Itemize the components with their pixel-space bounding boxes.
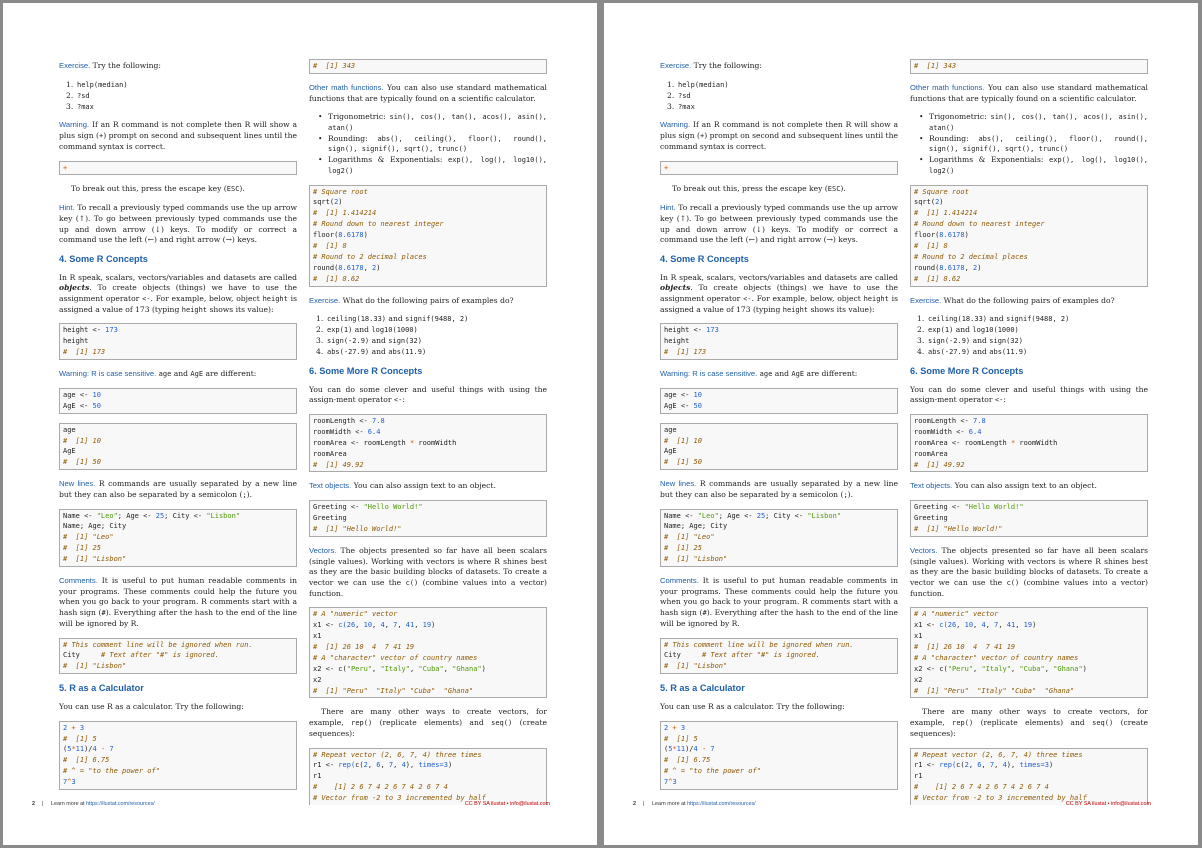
vectors-paragraph: Vectors. The objects presented so far have all been scalars (single values). Working with vectors is where R shines best as they are the basic building blocks of datasets. To create a vector we can use the c() (combine values into a vector) function. bbox=[309, 545, 548, 598]
new-lines-paragraph: New lines. R commands are usually separated by a new line but they can also be separated by a semicolon (;). bbox=[660, 479, 899, 499]
list-item: • Trigonometric: sin(), cos(), tan(), acos(), asin(), atan() bbox=[318, 112, 547, 132]
license-text: CC BY SA ilustat • info@ilustat.com bbox=[464, 801, 550, 807]
section-5-title: 5. R as a Calculator bbox=[660, 683, 745, 694]
more-vectors-paragraph: There are many other ways to create vectors, for example, rep() (replicate elements) and seq() (create sequences): bbox=[309, 707, 547, 738]
name-code-block: Name <- "Leo"; Age <- 25; City <- "Lisbon" Name; Age; City # [1] "Leo" # [1] 25 # [1] "Lisbon" bbox=[660, 509, 898, 567]
page-number: 2 bbox=[633, 801, 636, 807]
math-code-block: # Square root sqrt(2) # [1] 1.414214 # Round down to nearest integer floor(8.6178) # [1] 8 # Round to 2 decimal places round(8.6178, 2) # [1] 8.62 bbox=[309, 185, 547, 287]
resources-link[interactable]: https://ilustat.com/resources/ bbox=[687, 801, 756, 807]
power-result-code-block: # [1] 343 bbox=[910, 59, 1148, 74]
license-text: CC BY SA ilustat • info@ilustat.com bbox=[1065, 801, 1151, 807]
list-item: 3. sign(-2.9) and sign(32) bbox=[917, 336, 1023, 346]
list-item: 1. ceiling(18.33) and signif(9488, 2) bbox=[917, 314, 1070, 324]
section-4-paragraph: In R speak, scalars, vectors/variables and datasets are called objects. To create objects (things) we have to use the assignment operator <-. For example, below, object height is assigned a value of 173 (typing height shows its value): bbox=[660, 272, 898, 314]
exercise-1-list bbox=[59, 80, 297, 113]
exercise-1-intro: Exercise. Try the following: bbox=[59, 61, 161, 70]
list-item: 3. ?max bbox=[66, 101, 94, 111]
list-item: 1. help(median) bbox=[667, 79, 729, 89]
warning-paragraph: Warning. If an R command is not complete then R will show a plus sign (+) prompt on second and subsequent lines until the command syntax is correct. bbox=[660, 120, 898, 151]
rep-code-block: # Repeat vector (2, 6, 7, 4) three times r1 <- rep(c(2, 6, 7, 4), times=3) r1 # [1] 2 6 7 4 2 6 7 4 2 6 7 4 # Vector from -2 to 3 incremented by half bbox=[910, 748, 1148, 805]
hint-paragraph: Hint. To recall a previously typed commands use the up arrow key (↑). To go between previously typed commands use the up and down arrow (↓) keys. To modify or correct a command use the left (←) and right arrow (→) keys. bbox=[59, 203, 297, 245]
vectors-code-block: # A "numeric" vector x1 <- c(26, 10, 4, 7, 41, 19) x1 # [1] 26 10 4 7 41 19 # A "character" vector of country names x2 <- c("Peru", "Italy", "Cuba", "Ghana") x2 # [1] "Peru" "Italy" "Cuba" "Ghana" bbox=[910, 607, 1148, 698]
list-item: 2. exp(1) and log10(1000) bbox=[316, 325, 418, 335]
footer-separator: | bbox=[643, 801, 645, 807]
calculator-code-block: 2 + 3 # [1] 5 (5*11)/4 - 7 # [1] 6.75 # ^ = "to the power of" 7^3 bbox=[660, 721, 898, 790]
math-functions-list bbox=[309, 112, 547, 176]
warning-paragraph: Warning. If an R command is not complete then R will show a plus sign (+) prompt on second and subsequent lines until the command syntax is correct. bbox=[59, 120, 297, 151]
plus-code-block: + bbox=[660, 161, 898, 176]
list-item: • Logarithms & Exponentials: exp(), log(), log10(), log2() bbox=[919, 155, 1149, 175]
learn-more: Learn more at https://ilustat.com/resources/ bbox=[652, 801, 756, 807]
section-6-paragraph: You can do some clever and useful things with using the assign-ment operator <-: bbox=[309, 384, 547, 405]
power-result-code-block: # [1] 343 bbox=[309, 59, 547, 74]
list-item: 3. ?max bbox=[667, 101, 695, 111]
rep-code-block: # Repeat vector (2, 6, 7, 4) three times r1 <- rep(c(2, 6, 7, 4), times=3) r1 # [1] 2 6 7 4 2 6 7 4 2 6 7 4 # Vector from -2 to 3 incremented by half bbox=[309, 748, 547, 805]
list-item: 4. abs(-27.9) and abs(11.9) bbox=[917, 346, 1028, 356]
room-code-block: roomLength <- 7.8 roomWidth <- 6.4 roomArea <- roomLength * roomWidth roomArea # [1] 49.92 bbox=[910, 414, 1148, 472]
list-item: 2. ?sd bbox=[66, 90, 90, 100]
learn-more: Learn more at https://ilustat.com/resources/ bbox=[51, 801, 155, 807]
list-item: 2. exp(1) and log10(1000) bbox=[917, 325, 1019, 335]
greeting-code-block: Greeting <- "Hello World!" Greeting # [1] "Hello World!" bbox=[309, 500, 547, 537]
page-number: 2 bbox=[32, 801, 35, 807]
column-left bbox=[59, 61, 297, 799]
list-item: • Logarithms & Exponentials: exp(), log(), log10(), log2() bbox=[318, 155, 548, 175]
list-item: • Trigonometric: sin(), cos(), tan(), acos(), asin(), atan() bbox=[919, 112, 1148, 132]
calculator-code-block: 2 + 3 # [1] 5 (5*11)/4 - 7 # [1] 6.75 # ^ = "to the power of" 7^3 bbox=[59, 721, 297, 790]
plus-code-block: + bbox=[59, 161, 297, 176]
exercise-2-intro: Exercise. What do the following pairs of examples do? bbox=[309, 295, 514, 305]
section-5-paragraph: You can use R as a calculator. Try the following: bbox=[59, 701, 244, 711]
list-item: 3. sign(-2.9) and sign(32) bbox=[316, 336, 422, 346]
vectors-code-block: # A "numeric" vector x1 <- c(26, 10, 4, 7, 41, 19) x1 # [1] 26 10 4 7 41 19 # A "character" vector of country names x2 <- c("Peru", "Italy", "Cuba", "Ghana") x2 # [1] "Peru" "Italy" "Cuba" "Ghana" bbox=[309, 607, 547, 698]
section-5-paragraph: You can use R as a calculator. Try the following: bbox=[660, 701, 845, 711]
exercise-1-intro: Exercise. Try the following: bbox=[660, 61, 762, 70]
height-code-block: height <- 173 height # [1] 173 bbox=[660, 323, 898, 360]
list-item: 4. abs(-27.9) and abs(11.9) bbox=[316, 346, 427, 356]
section-6-title: 6. Some More R Concepts bbox=[309, 365, 423, 376]
comments-paragraph: Comments. It is useful to put human readable comments in your programs. These comments could help the future you when you go back to your program. R comments start with a hash sign (#). Everything after the hash to the end of the line will be ignored by R. bbox=[59, 576, 298, 628]
math-functions-paragraph: Other math functions. You can also use standard mathematical functions that are typically found on a scientific calculator. bbox=[309, 82, 547, 103]
case-warning-paragraph: Warning: R is case sensitive. age and AgE are different: bbox=[59, 369, 257, 379]
column-right bbox=[910, 61, 1148, 814]
list-item: 1. help(median) bbox=[66, 79, 128, 89]
room-code-block: roomLength <- 7.8 roomWidth <- 6.4 roomArea <- roomLength * roomWidth roomArea # [1] 49.92 bbox=[309, 414, 547, 472]
list-item: • Rounding: abs(), ceiling(), floor(), round(), sign(), signif(), sqrt(), trunc() bbox=[919, 133, 1148, 154]
age-assign-code-block: age <- 10 AgE <- 50 bbox=[59, 388, 297, 414]
comments-paragraph: Comments. It is useful to put human readable comments in your programs. These comments could help the future you when you go back to your program. R comments start with a hash sign (#). Everything after the hash to the end of the line will be ignored by R. bbox=[660, 576, 899, 628]
section-6-title: 6. Some More R Concepts bbox=[910, 365, 1024, 376]
section-4-title: 4. Some R Concepts bbox=[660, 253, 749, 264]
escape-paragraph: To break out this, press the escape key (ESC). bbox=[71, 184, 245, 194]
escape-paragraph: To break out this, press the escape key (ESC). bbox=[672, 184, 846, 194]
exercise-2-list bbox=[309, 314, 547, 358]
comment-code-block: # This comment line will be ignored when run. City # Text after "#" is ignored. # [1] "Lisbon" bbox=[59, 638, 297, 675]
section-5-title: 5. R as a Calculator bbox=[59, 683, 144, 694]
age-print-code-block: age # [1] 10 AgE # [1] 50 bbox=[660, 423, 898, 471]
page-right bbox=[604, 3, 1198, 845]
exercise-2-list bbox=[910, 314, 1148, 358]
age-assign-code-block: age <- 10 AgE <- 50 bbox=[660, 388, 898, 414]
new-lines-paragraph: New lines. R commands are usually separated by a new line but they can also be separated by a semicolon (;). bbox=[59, 479, 298, 499]
resources-link[interactable]: https://ilustat.com/resources/ bbox=[86, 801, 155, 807]
age-print-code-block: age # [1] 10 AgE # [1] 50 bbox=[59, 423, 297, 471]
math-code-block: # Square root sqrt(2) # [1] 1.414214 # Round down to nearest integer floor(8.6178) # [1] 8 # Round to 2 decimal places round(8.6178, 2) # [1] 8.62 bbox=[910, 185, 1148, 287]
section-4-paragraph: In R speak, scalars, vectors/variables and datasets are called objects. To create objects (things) we have to use the assignment operator <-. For example, below, object height is assigned a value of 173 (typing height shows its value): bbox=[59, 272, 297, 314]
comment-code-block: # This comment line will be ignored when run. City # Text after "#" is ignored. # [1] "Lisbon" bbox=[660, 638, 898, 675]
page-left bbox=[3, 3, 597, 845]
case-warning-paragraph: Warning: R is case sensitive. age and AgE are different: bbox=[660, 369, 858, 379]
exercise-2-intro: Exercise. What do the following pairs of examples do? bbox=[910, 295, 1115, 305]
section-4-title: 4. Some R Concepts bbox=[59, 253, 148, 264]
text-objects-paragraph: Text objects. You can also assign text to an object. bbox=[910, 481, 1097, 491]
exercise-1-list bbox=[660, 80, 898, 113]
height-code-block: height <- 173 height # [1] 173 bbox=[59, 323, 297, 360]
text-objects-paragraph: Text objects. You can also assign text to an object. bbox=[309, 481, 496, 491]
footer-separator: | bbox=[42, 801, 44, 807]
column-right bbox=[309, 61, 547, 814]
list-item: 1. ceiling(18.33) and signif(9488, 2) bbox=[316, 314, 469, 324]
list-item: • Rounding: abs(), ceiling(), floor(), round(), sign(), signif(), sqrt(), trunc() bbox=[318, 133, 547, 154]
vectors-paragraph: Vectors. The objects presented so far have all been scalars (single values). Working with vectors is where R shines best as they are the basic building blocks of datasets. To create a vector we can use the c() (combine values into a vector) function. bbox=[910, 545, 1149, 598]
section-6-paragraph: You can do some clever and useful things with using the assign-ment operator <-: bbox=[910, 384, 1148, 405]
math-functions-paragraph: Other math functions. You can also use standard mathematical functions that are typically found on a scientific calculator. bbox=[910, 82, 1148, 103]
math-functions-list bbox=[910, 112, 1148, 176]
column-left bbox=[660, 61, 898, 799]
name-code-block: Name <- "Leo"; Age <- 25; City <- "Lisbon" Name; Age; City # [1] "Leo" # [1] 25 # [1] "Lisbon" bbox=[59, 509, 297, 567]
list-item: 2. ?sd bbox=[667, 90, 691, 100]
hint-paragraph: Hint. To recall a previously typed commands use the up arrow key (↑). To go between previously typed commands use the up and down arrow (↓) keys. To modify or correct a command use the left (←) and right arrow (→) keys. bbox=[660, 203, 898, 245]
greeting-code-block: Greeting <- "Hello World!" Greeting # [1] "Hello World!" bbox=[910, 500, 1148, 537]
more-vectors-paragraph: There are many other ways to create vectors, for example, rep() (replicate elements) and seq() (create sequences): bbox=[910, 707, 1148, 738]
